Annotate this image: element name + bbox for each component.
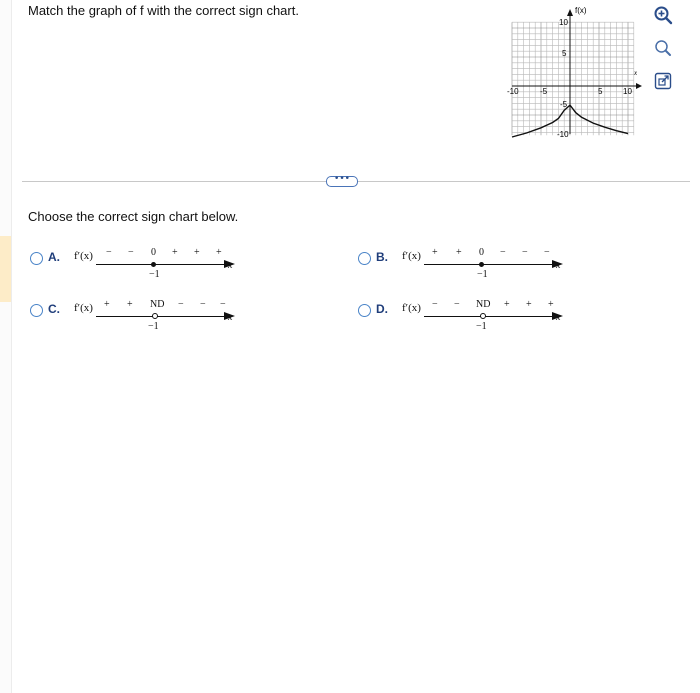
choice-letter: B. — [376, 250, 388, 264]
derivative-label: f′(x) — [402, 302, 421, 314]
radio-button[interactable] — [30, 304, 43, 317]
derivative-label: f′(x) — [402, 250, 421, 262]
critical-point-label: −1 — [149, 269, 160, 280]
sign-symbol: − — [200, 299, 206, 310]
sign-symbol: + — [194, 247, 200, 258]
open-point — [152, 313, 158, 319]
x-axis-arrow — [636, 83, 642, 89]
sign-symbol: + — [526, 299, 532, 310]
sign-symbol: − — [128, 247, 134, 258]
choice-letter: A. — [48, 250, 60, 264]
critical-value: ND — [150, 299, 165, 310]
critical-value: ND — [476, 299, 491, 310]
radio-button[interactable] — [30, 252, 43, 265]
filled-point — [479, 262, 484, 267]
x-tick-label: -10 — [507, 87, 519, 96]
y-tick-label: -10 — [557, 130, 569, 139]
sign-symbol: + — [432, 247, 438, 258]
sign-symbol: − — [500, 247, 506, 258]
derivative-label: f′(x) — [74, 250, 93, 262]
sign-chart — [96, 296, 256, 338]
zoom-out-button[interactable] — [652, 37, 674, 59]
sign-symbol: + — [456, 247, 462, 258]
critical-value: 0 — [479, 247, 484, 258]
choice-letter: C. — [48, 302, 60, 316]
number-line — [96, 316, 226, 317]
x-tick-label: 10 — [623, 87, 632, 96]
choice-a[interactable] — [30, 247, 330, 300]
sign-chart — [96, 244, 256, 286]
left-edge-bar — [0, 0, 12, 693]
choice-b[interactable] — [358, 247, 658, 300]
number-line-x-label: x — [228, 260, 233, 271]
sign-symbol: + — [127, 299, 133, 310]
choice-c[interactable] — [30, 299, 330, 352]
external-link-icon — [653, 71, 673, 91]
sign-symbol: − — [432, 299, 438, 310]
y-tick-label: -5 — [560, 100, 568, 109]
expand-toggle-button[interactable]: ••• — [326, 176, 358, 187]
x-axis-label: x — [634, 69, 638, 77]
number-line — [424, 264, 554, 265]
sign-symbol: − — [178, 299, 184, 310]
radio-button[interactable] — [358, 252, 371, 265]
x-tick-label: -5 — [540, 87, 548, 96]
sign-symbol: + — [172, 247, 178, 258]
prompt-text: Choose the correct sign chart below. — [28, 209, 239, 224]
number-line — [424, 316, 554, 317]
number-line-x-label: x — [556, 312, 561, 323]
y-tick-label: 5 — [562, 49, 567, 58]
left-edge-highlight — [0, 236, 11, 302]
critical-point-label: −1 — [476, 321, 487, 332]
derivative-label: f′(x) — [74, 302, 93, 314]
sign-symbol: − — [544, 247, 550, 258]
open-external-button[interactable] — [652, 70, 674, 92]
open-point — [480, 313, 486, 319]
y-tick-label: 10 — [559, 18, 568, 27]
radio-button[interactable] — [358, 304, 371, 317]
number-line-x-label: x — [556, 260, 561, 271]
filled-point — [151, 262, 156, 267]
sign-symbol: − — [454, 299, 460, 310]
zoom-in-button[interactable] — [652, 4, 674, 26]
critical-value: 0 — [151, 247, 156, 258]
sign-symbol: − — [106, 247, 112, 258]
choice-d[interactable] — [358, 299, 658, 352]
sign-symbol: − — [522, 247, 528, 258]
critical-point-label: −1 — [477, 269, 488, 280]
sign-symbol: − — [220, 299, 226, 310]
zoom-in-icon — [653, 5, 673, 25]
sign-symbol: + — [104, 299, 110, 310]
y-axis-arrow — [567, 9, 573, 16]
graph-grid — [512, 22, 634, 135]
sign-chart — [424, 296, 584, 338]
sign-chart — [424, 244, 584, 286]
sign-symbol: + — [548, 299, 554, 310]
function-graph — [502, 4, 642, 139]
number-line-x-label: x — [228, 312, 233, 323]
choice-letter: D. — [376, 302, 388, 316]
search-icon — [653, 38, 673, 58]
sign-symbol: + — [504, 299, 510, 310]
number-line — [96, 264, 226, 265]
question-text: Match the graph of f with the correct sign chart. — [28, 3, 299, 18]
critical-point-label: −1 — [148, 321, 159, 332]
x-tick-label: 5 — [598, 87, 603, 96]
y-axis-label: f(x) — [575, 6, 587, 15]
sign-symbol: + — [216, 247, 222, 258]
